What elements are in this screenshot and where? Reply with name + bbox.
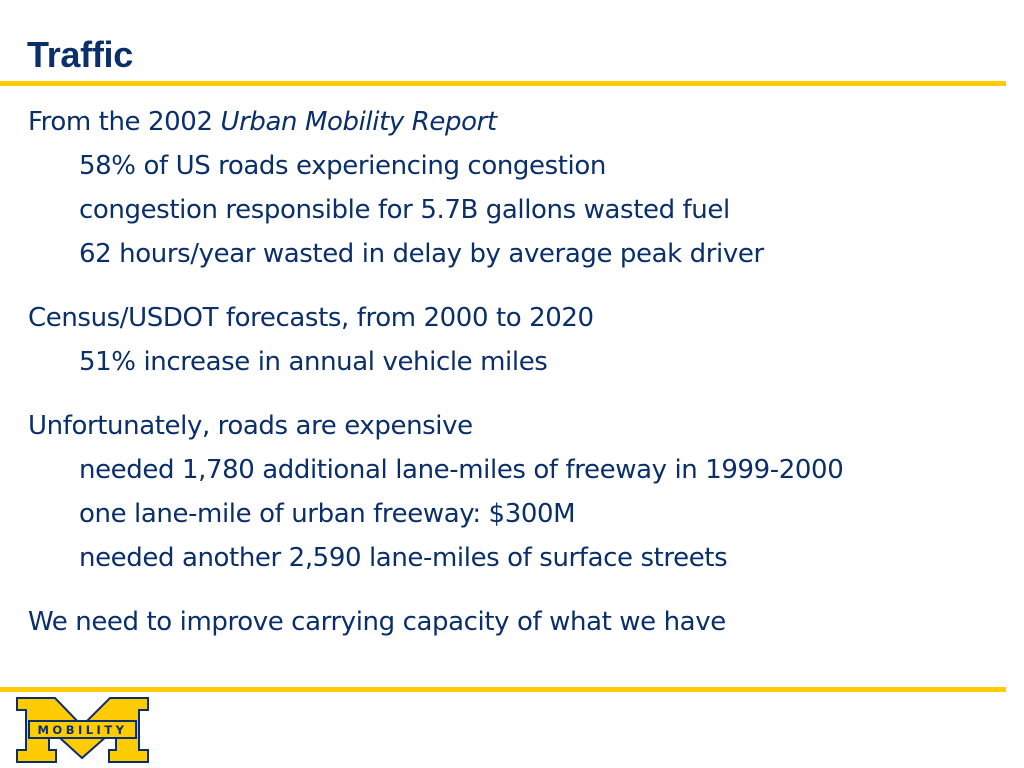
bullet-group-road-costs (28, 404, 1008, 580)
slide-body (28, 100, 1008, 644)
bullet-lead: We need to improve carrying capacity of what we have (28, 607, 726, 637)
sub-bullet: 51% increase in annual vehicle miles (79, 347, 548, 377)
footer-divider (0, 687, 1006, 692)
bullet-lead: Census/USDOT forecasts, from 2000 to 2020 (28, 303, 594, 333)
sub-bullet: congestion responsible for 5.7B gallons wasted fuel (79, 195, 730, 225)
report-title: Urban Mobility Report (220, 107, 497, 137)
sub-bullet: 58% of US roads experiencing congestion (79, 151, 606, 181)
logo-text: MOBILITY (37, 723, 128, 737)
bullet-group-conclusion (28, 600, 1008, 644)
sub-bullet: one lane-mile of urban freeway: $300M (79, 499, 576, 529)
bullet-lead: Unfortunately, roads are expensive (28, 411, 473, 441)
sub-bullet: 62 hours/year wasted in delay by average peak driver (79, 239, 764, 269)
bullet-group-forecasts (28, 296, 1008, 384)
lead-prefix: From the 2002 (28, 107, 221, 137)
slide-title: Traffic (27, 34, 133, 75)
bullet-group-urban-mobility (28, 100, 1008, 276)
title-divider (0, 81, 1006, 86)
block-m-logo-icon (15, 696, 150, 764)
bullet-lead (28, 100, 1008, 144)
sub-bullet: needed another 2,590 lane-miles of surface streets (79, 543, 728, 573)
sub-bullet: needed 1,780 additional lane-miles of freeway in 1999-2000 (79, 455, 844, 485)
